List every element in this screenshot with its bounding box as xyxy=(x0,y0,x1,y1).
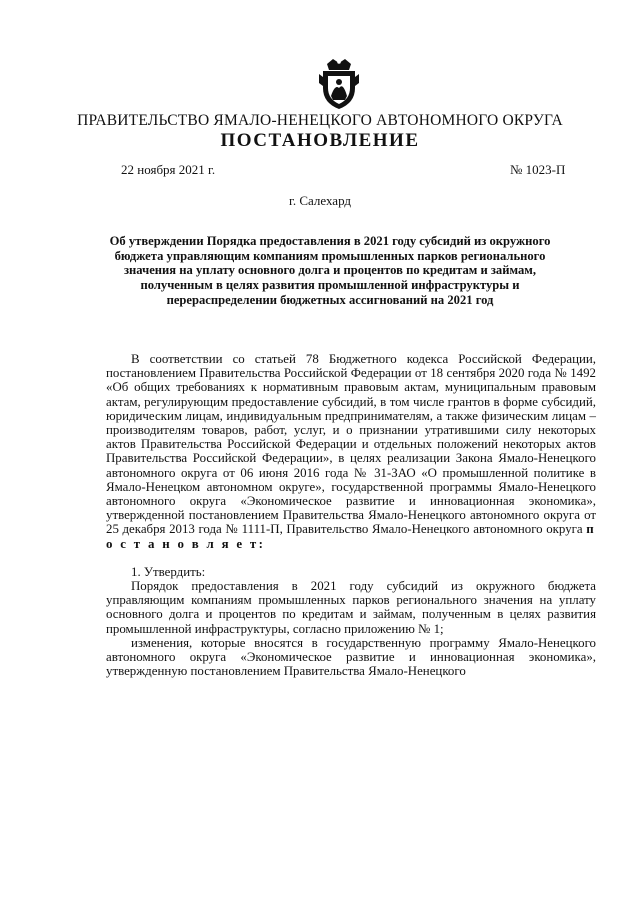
resolves-word: п о с т а н о в л я е т: xyxy=(106,522,597,551)
item-1-paragraph-a: Порядок предоставления в 2021 году субсидий из окружного бюджета управляющим компаниям промышленных парков регионального значения на уплату основного долга и процентов по кредитам и займам, полученным в целях развития промышленной инфраструктуры, согласно приложению № 1; xyxy=(106,579,596,636)
document-title: Об утверждении Порядка предоставления в 2021 году субсидий из окружного бюджета управляющим компаниям промышленных парков регионального значения на уплату основного долга и процентов по кредитам и займам, полученным в целях развития промышленной инфраструктуры и перераспределении бюджетных ассигнований на 2021 год xyxy=(109,234,551,307)
preamble-text: В соответствии со статьей 78 Бюджетного кодекса Российской Федерации, постановлением Правительства Российской Федерации от 18 сентября 2020 года № 1492 «Об общих требованиях к нормативным правовым актам, муниципальным правовым актам, регулирующим предоставление субсидий, в том числе грантов в форме субсидий, юридическим лицам, индивидуальным предпринимателям, а также физическим лицам – производителям товаров, работ, услуг, и о признании утратившими силу некоторых актов Правительства Российской Федерации и отдельных положений некоторых актов Правительства Российской Федерации», в целях реализации Закона Ямало-Ненецкого автономного округа от 06 июня 2016 года № 31-ЗАО «О промышленной политике в Ямало-Ненецком автономном округе», государственной программы Ямало-Ненецкого автономного округа «Экономическое развитие и инновационная экономика», утвержденной постановлением Правительства Ямало-Ненецкого автономного округа от 25 декабря 2013 года № 1111-П, Правительство Ямало-Ненецкого автономного округа xyxy=(106,352,596,537)
item-1-paragraph-b: изменения, которые вносятся в государственную программу Ямало-Ненецкого автономного округа «Экономическое развитие и инновационная экономика», утвержденную постановлением Правительства Ямало-Ненецкого xyxy=(106,635,596,679)
coat-of-arms-icon xyxy=(318,58,360,110)
preamble-paragraph xyxy=(106,352,596,551)
item-1: 1. Утвердить: xyxy=(131,564,206,579)
document-city: г. Салехард xyxy=(288,193,352,208)
document-body xyxy=(106,352,596,678)
document-number: № 1023-П xyxy=(510,162,566,177)
document-date: 22 ноября 2021 г. xyxy=(121,162,216,177)
government-name: ПРАВИТЕЛЬСТВО ЯМАЛО-НЕНЕЦКОГО АВТОНОМНОГО ОКРУГА xyxy=(77,112,563,129)
document-type: ПОСТАНОВЛЕНИЕ xyxy=(220,130,420,151)
